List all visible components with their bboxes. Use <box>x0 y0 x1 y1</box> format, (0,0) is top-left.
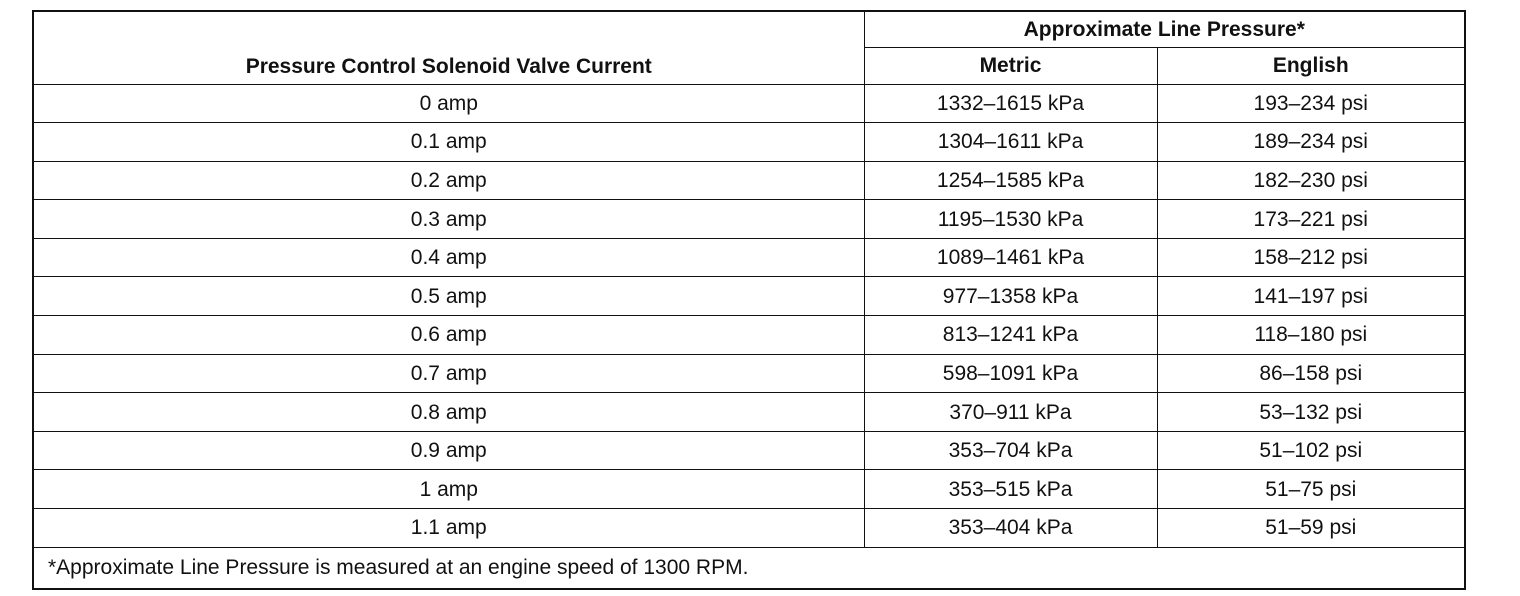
cell-current: 1.1 amp <box>33 509 864 548</box>
table-row <box>33 123 1465 162</box>
cell-english: 51–59 psi <box>1157 509 1465 548</box>
cell-current: 0.9 amp <box>33 431 864 470</box>
footnote-text: *Approximate Line Pressure is measured at an engine speed of 1300 RPM. <box>33 547 1465 589</box>
pressure-table-container <box>32 10 1464 590</box>
cell-metric: 1254–1585 kPa <box>864 161 1157 200</box>
cell-current: 0.8 amp <box>33 393 864 432</box>
cell-metric: 1195–1530 kPa <box>864 200 1157 239</box>
table-row <box>33 354 1465 393</box>
cell-english: 51–75 psi <box>1157 470 1465 509</box>
cell-metric: 353–704 kPa <box>864 431 1157 470</box>
cell-metric: 353–515 kPa <box>864 470 1157 509</box>
cell-metric: 813–1241 kPa <box>864 316 1157 355</box>
cell-english: 182–230 psi <box>1157 161 1465 200</box>
cell-english: 86–158 psi <box>1157 354 1465 393</box>
header-row-top <box>33 11 1465 47</box>
header-approx-line-pressure: Approximate Line Pressure* <box>864 11 1465 47</box>
cell-current: 0 amp <box>33 84 864 123</box>
header-current: Pressure Control Solenoid Valve Current <box>33 11 864 84</box>
cell-english: 158–212 psi <box>1157 238 1465 277</box>
cell-current: 0.7 amp <box>33 354 864 393</box>
cell-english: 118–180 psi <box>1157 316 1465 355</box>
table-row <box>33 316 1465 355</box>
cell-english: 51–102 psi <box>1157 431 1465 470</box>
cell-metric: 977–1358 kPa <box>864 277 1157 316</box>
cell-english: 193–234 psi <box>1157 84 1465 123</box>
cell-english: 189–234 psi <box>1157 123 1465 162</box>
table-row <box>33 161 1465 200</box>
cell-current: 0.6 amp <box>33 316 864 355</box>
cell-english: 173–221 psi <box>1157 200 1465 239</box>
cell-metric: 370–911 kPa <box>864 393 1157 432</box>
cell-metric: 1332–1615 kPa <box>864 84 1157 123</box>
header-english: English <box>1157 47 1465 84</box>
table-row <box>33 84 1465 123</box>
cell-current: 0.2 amp <box>33 161 864 200</box>
cell-metric: 1304–1611 kPa <box>864 123 1157 162</box>
cell-english: 53–132 psi <box>1157 393 1465 432</box>
cell-english: 141–197 psi <box>1157 277 1465 316</box>
table-row <box>33 393 1465 432</box>
cell-current: 0.3 amp <box>33 200 864 239</box>
header-metric: Metric <box>864 47 1157 84</box>
table-row <box>33 431 1465 470</box>
table-row <box>33 470 1465 509</box>
table-row <box>33 200 1465 239</box>
cell-metric: 598–1091 kPa <box>864 354 1157 393</box>
footnote-row <box>33 547 1465 589</box>
line-pressure-table <box>32 10 1466 590</box>
table-body <box>33 84 1465 589</box>
cell-current: 0.5 amp <box>33 277 864 316</box>
cell-metric: 353–404 kPa <box>864 509 1157 548</box>
table-row <box>33 238 1465 277</box>
table-row <box>33 509 1465 548</box>
cell-current: 0.1 amp <box>33 123 864 162</box>
cell-current: 0.4 amp <box>33 238 864 277</box>
cell-metric: 1089–1461 kPa <box>864 238 1157 277</box>
cell-current: 1 amp <box>33 470 864 509</box>
table-row <box>33 277 1465 316</box>
